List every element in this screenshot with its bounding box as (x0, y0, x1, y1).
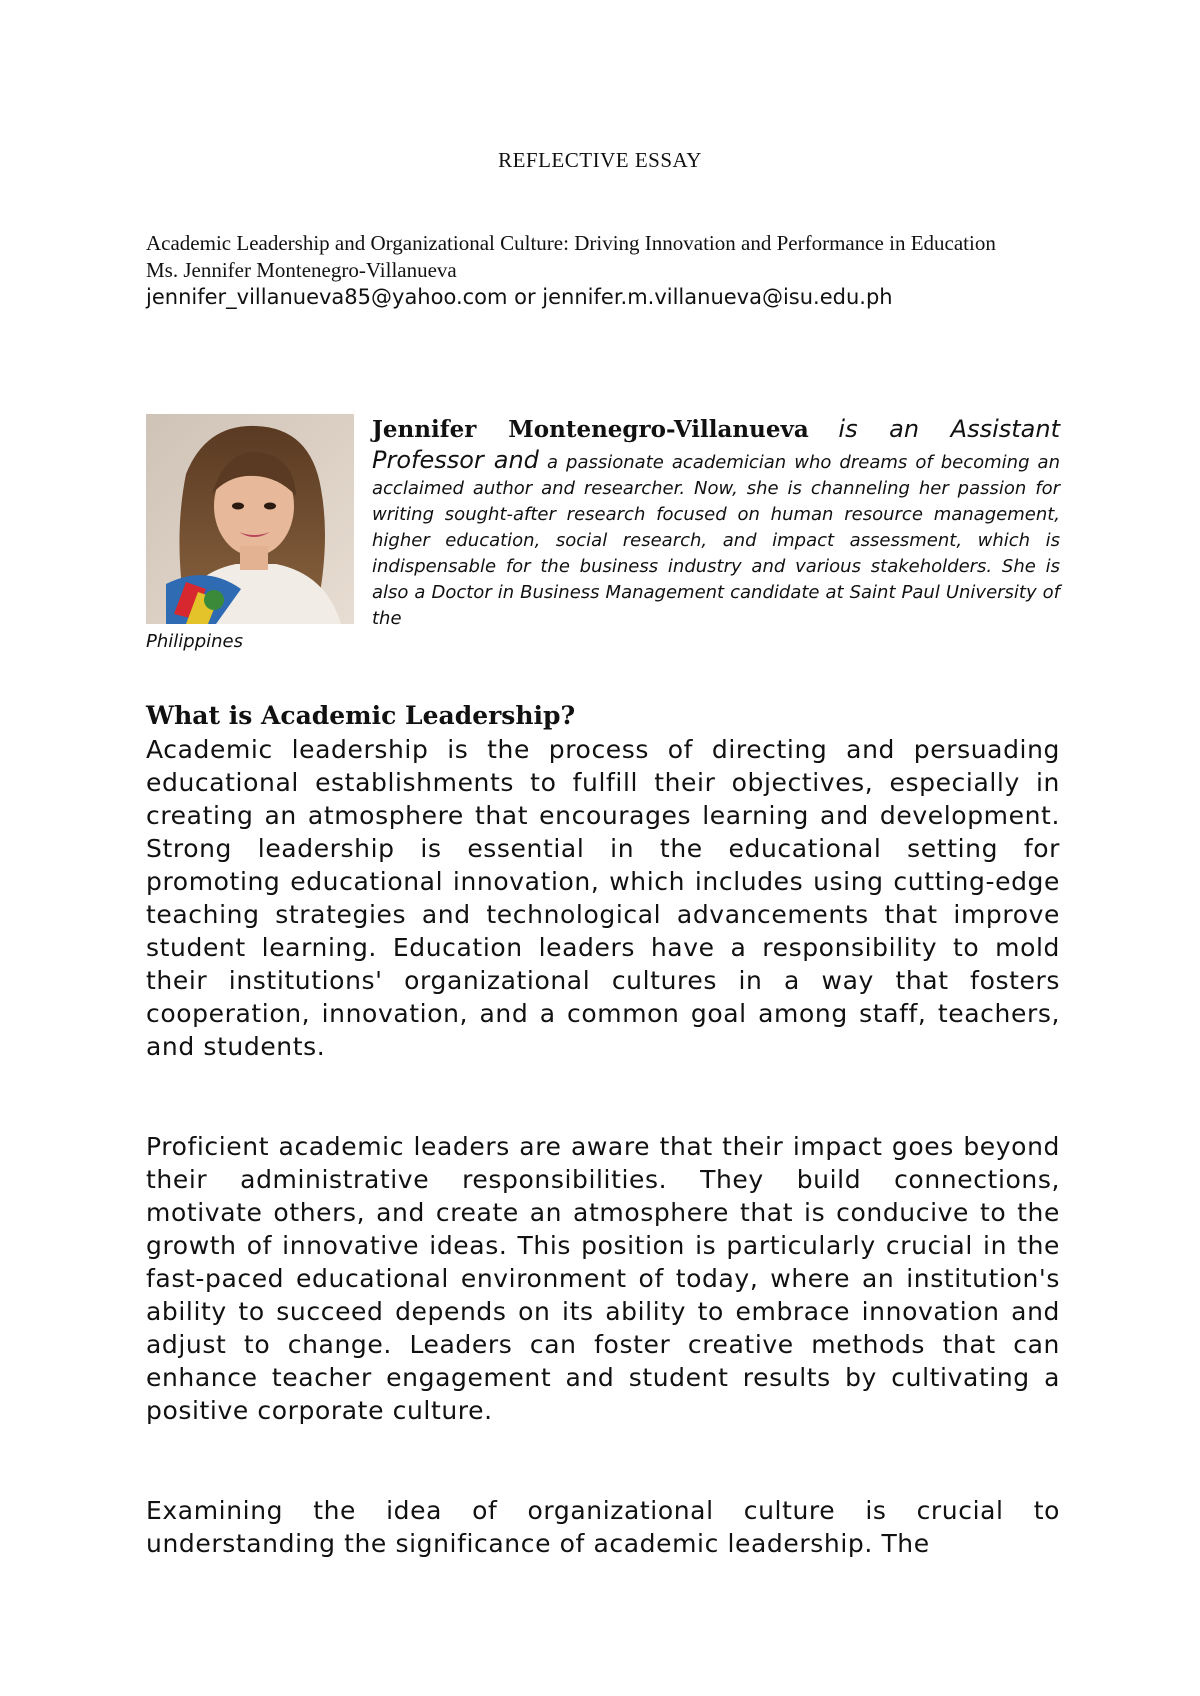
section-title: What is Academic Leadership? (146, 701, 576, 730)
author-bio (372, 414, 1060, 632)
body-paragraph-1: Academic leadership is the process of directing and persuading educational establishments to fulfill their objectives, especially in creating an atmosphere that encourages learning and development. Strong leadership is essential in the educational setting for promoting educational innovation, which includes using cutting-edge teaching strategies and technological advancements that improve student learning. Education leaders have a responsibility to mold their institutions' organizational cultures in a way that fosters cooperation, innovation, and a common goal among staff, teachers, and students. (146, 735, 1060, 1061)
document-heading: REFLECTIVE ESSAY (498, 148, 702, 172)
bio-lead: is an Assistant Professor and (372, 415, 1060, 474)
bio-text: a passionate academician who dreams of becoming an acclaimed author and researcher. Now, she is channeling her passion for writing sought-after research focused on human resource management, higher education, social research, and impact assessment, which is indispensable for the business industry and various stakeholders. She is also a Doctor in Business Management candidate at Saint Paul University of the (372, 452, 1060, 629)
author-name: Ms. Jennifer Montenegro-Villanueva (146, 258, 457, 282)
bio-tail: Philippines (146, 631, 243, 652)
body-paragraph-2: Proficient academic leaders are aware that their impact goes beyond their administrative responsibilities. They build connections, motivate others, and create an atmosphere that is conducive to the growth of innovative ideas. This position is particularly crucial in the fast-paced educational environment of today, where an institution's ability to succeed depends on its ability to embrace innovation and adjust to change. Leaders can foster creative methods that can enhance teacher engagement and student results by cultivating a positive corporate culture. (146, 1132, 1060, 1425)
document-meta (146, 230, 1066, 311)
author-photo (146, 414, 354, 624)
essay-title: Academic Leadership and Organizational Culture: Driving Innovation and Performance in Education (146, 231, 996, 255)
bio-name: Jennifer Montenegro-Villanueva (372, 416, 809, 443)
body-paragraph-3: Examining the idea of organizational culture is crucial to understanding the significance of academic leadership. The (146, 1496, 1060, 1558)
author-emails: jennifer_villanueva85@yahoo.com or jennifer.m.villanueva@isu.edu.ph (146, 285, 893, 309)
